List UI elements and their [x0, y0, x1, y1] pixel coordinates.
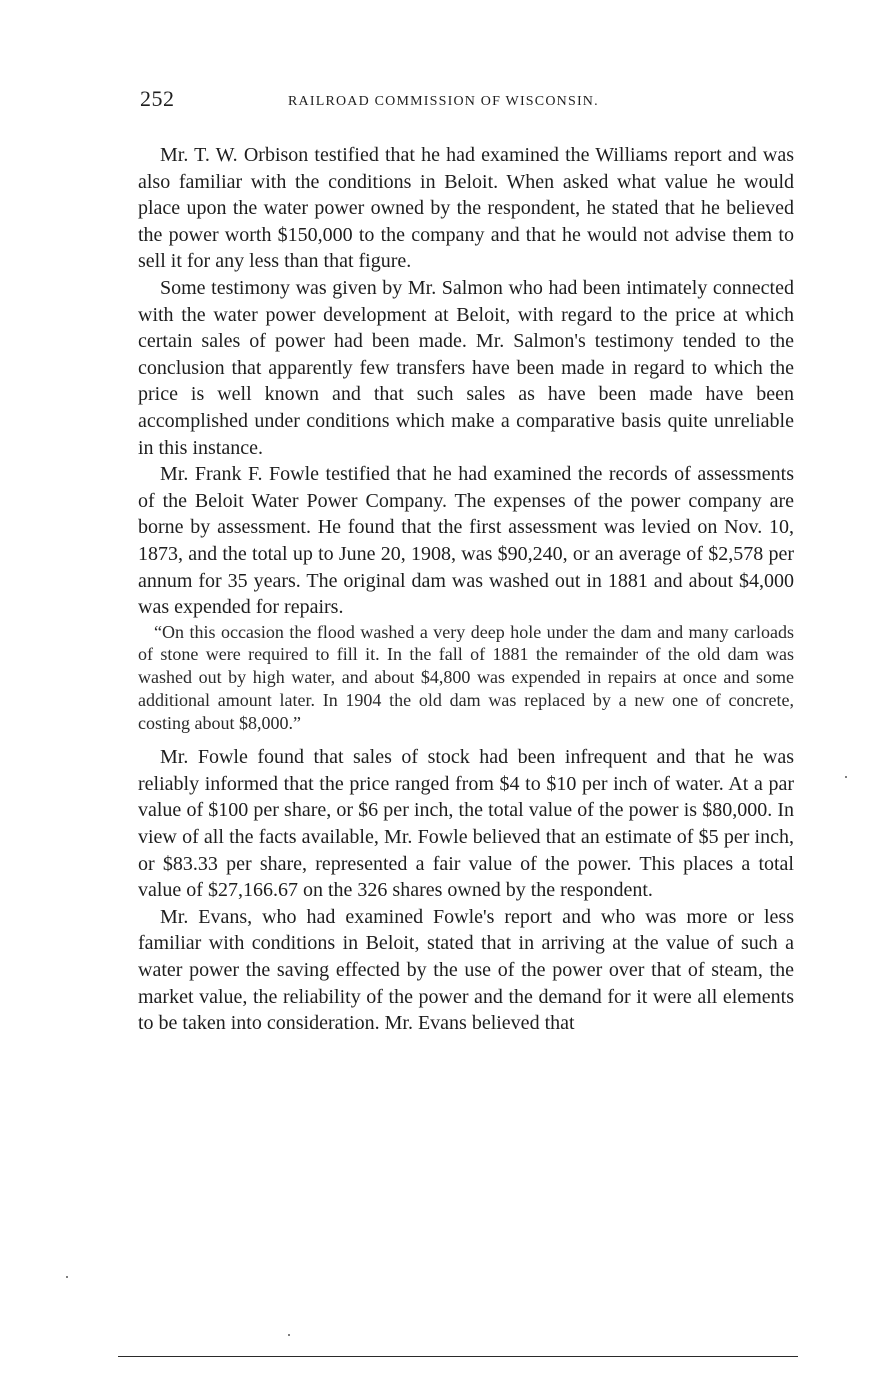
paragraph-salmon: Some testimony was given by Mr. Salmon who had been intimately connected with the water power development at Beloit, with regard to the price at which certain sales of power had been made. Mr. Salmon's testimony tended to the conclusion that apparently few transfers have been made in regard to which the price is well known and that such sales as have been made have been accomplished under conditions which make a comparative basis quite unreliable in this instance.: [138, 276, 794, 459]
running-title: RAILROAD COMMISSION OF WISCONSIN.: [288, 94, 599, 109]
bottom-rule: [118, 1356, 798, 1357]
paragraph-fowle-stock: Mr. Fowle found that sales of stock had been infrequent and that he was reliably informed that the price ranged from $4 to $10 per inch of water. At a par value of $100 per share, or $6 per inch, the total value of the power is $80,000. In view of all the facts available, Mr. Fowle believed that an estimate of $5 per inch, or $83.33 per share, represented a fair value of the power. This places a total value of $27,166.67 on the 326 shares owned by the respondent.: [138, 746, 794, 902]
block-quote-flood: “On this occasion the flood washed a very deep hole under the dam and many carloads of stone were required to fill it. In the fall of 1881 the remainder of the old dam was washed out by high water, and about $4,800 was expended in repairs at once and some additional amount later. In 1904 the old dam was replaced by a new one of concrete, costing about $8,000.”: [138, 621, 794, 733]
page-number: 252: [140, 86, 175, 111]
running-header: [140, 86, 795, 116]
paragraph-orbison: Mr. T. W. Orbison testified that he had examined the Williams report and was also familiar with the conditions in Beloit. When asked what value he would place upon the water power owned by the respondent, he stated that he believed the power worth $150,000 to the company and that he would not advise them to sell it for any less than that figure.: [138, 144, 794, 273]
body-text: [138, 142, 794, 1037]
scan-speck: [845, 776, 847, 778]
paragraph-evans: Mr. Evans, who had examined Fowle's report and who was more or less familiar with conditions in Beloit, stated that in arriving at the value of such a water power the saving effected by the use of the power over that of steam, the market value, the reliability of the power and the demand for it were all elements to be taken into consideration. Mr. Evans believed that: [138, 905, 794, 1035]
scan-speck: [288, 1334, 290, 1336]
paragraph-fowle-assessments: Mr. Frank F. Fowle testified that he had examined the records of assessments of the Beloit Water Power Company. The expenses of the power company are borne by assessment. He found that the first assessment was levied on Nov. 10, 1873, and the total up to June 20, 1908, was $90,240, or an average of $2,578 per annum for 35 years. The original dam was washed out in 1881 and about $4,000 was expended for repairs.: [138, 463, 794, 619]
scan-speck: [66, 1276, 68, 1278]
